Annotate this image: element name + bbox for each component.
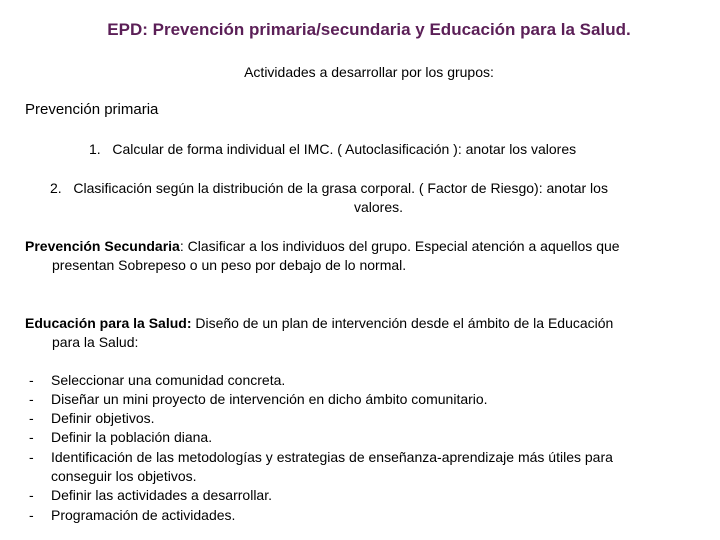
list-bullet: - — [29, 410, 34, 426]
educacion-label: Educación para la Salud: — [25, 315, 192, 331]
list-bullet: - — [29, 372, 34, 388]
list-bullet: - — [29, 487, 34, 503]
item-text-line1: Clasificación según la distribución de la grasa corporal. ( Factor de Riesgo): anotar los — [73, 180, 608, 196]
secundaria-paragraph — [25, 238, 620, 254]
list-item: Diseñar un mini proyecto de intervención en dicho ámbito comunitario. — [51, 391, 488, 407]
list-bullet: - — [29, 449, 34, 465]
list-item: Seleccionar una comunidad concreta. — [51, 372, 286, 388]
educacion-paragraph — [25, 315, 613, 331]
primaria-item-1 — [89, 141, 576, 157]
educacion-text: Diseño de un plan de intervención desde el ámbito de la Educación — [191, 315, 614, 331]
page-title: EPD: Prevención primaria/secundaria y Educación para la Salud. — [107, 20, 631, 39]
item-text-line2: valores. — [354, 199, 404, 215]
list-item: Identificación de las metodologías y estrategias de enseñanza-aprendizaje más útiles para — [51, 449, 613, 465]
primaria-heading: Prevención primaria — [25, 101, 159, 118]
list-bullet: - — [29, 507, 34, 523]
list-item: Programación de actividades. — [51, 507, 236, 523]
secundaria-text-line2: presentan Sobrepeso o un peso por debajo de lo normal. — [52, 257, 407, 273]
secundaria-label: Prevención Secundaria — [25, 238, 180, 254]
item-number: 2. — [50, 180, 62, 196]
list-item-continuation: conseguir los objetivos. — [51, 468, 197, 484]
subtitle: Actividades a desarrollar por los grupos: — [244, 64, 494, 80]
secundaria-text: : Clasificar a los individuos del grupo. Especial atención a aquellos que — [179, 238, 620, 254]
list-item: Definir las actividades a desarrollar. — [51, 487, 272, 503]
item-text: Calcular de forma individual el IMC. ( Autoclasificación ): anotar los valores — [112, 141, 577, 157]
list-item: Definir objetivos. — [51, 410, 155, 426]
primaria-item-2 — [50, 180, 608, 196]
list-bullet: - — [29, 429, 34, 445]
item-number: 1. — [89, 141, 101, 157]
list-item: Definir la población diana. — [51, 429, 213, 445]
educacion-text-line2: para la Salud: — [52, 334, 139, 350]
list-bullet: - — [29, 391, 34, 407]
